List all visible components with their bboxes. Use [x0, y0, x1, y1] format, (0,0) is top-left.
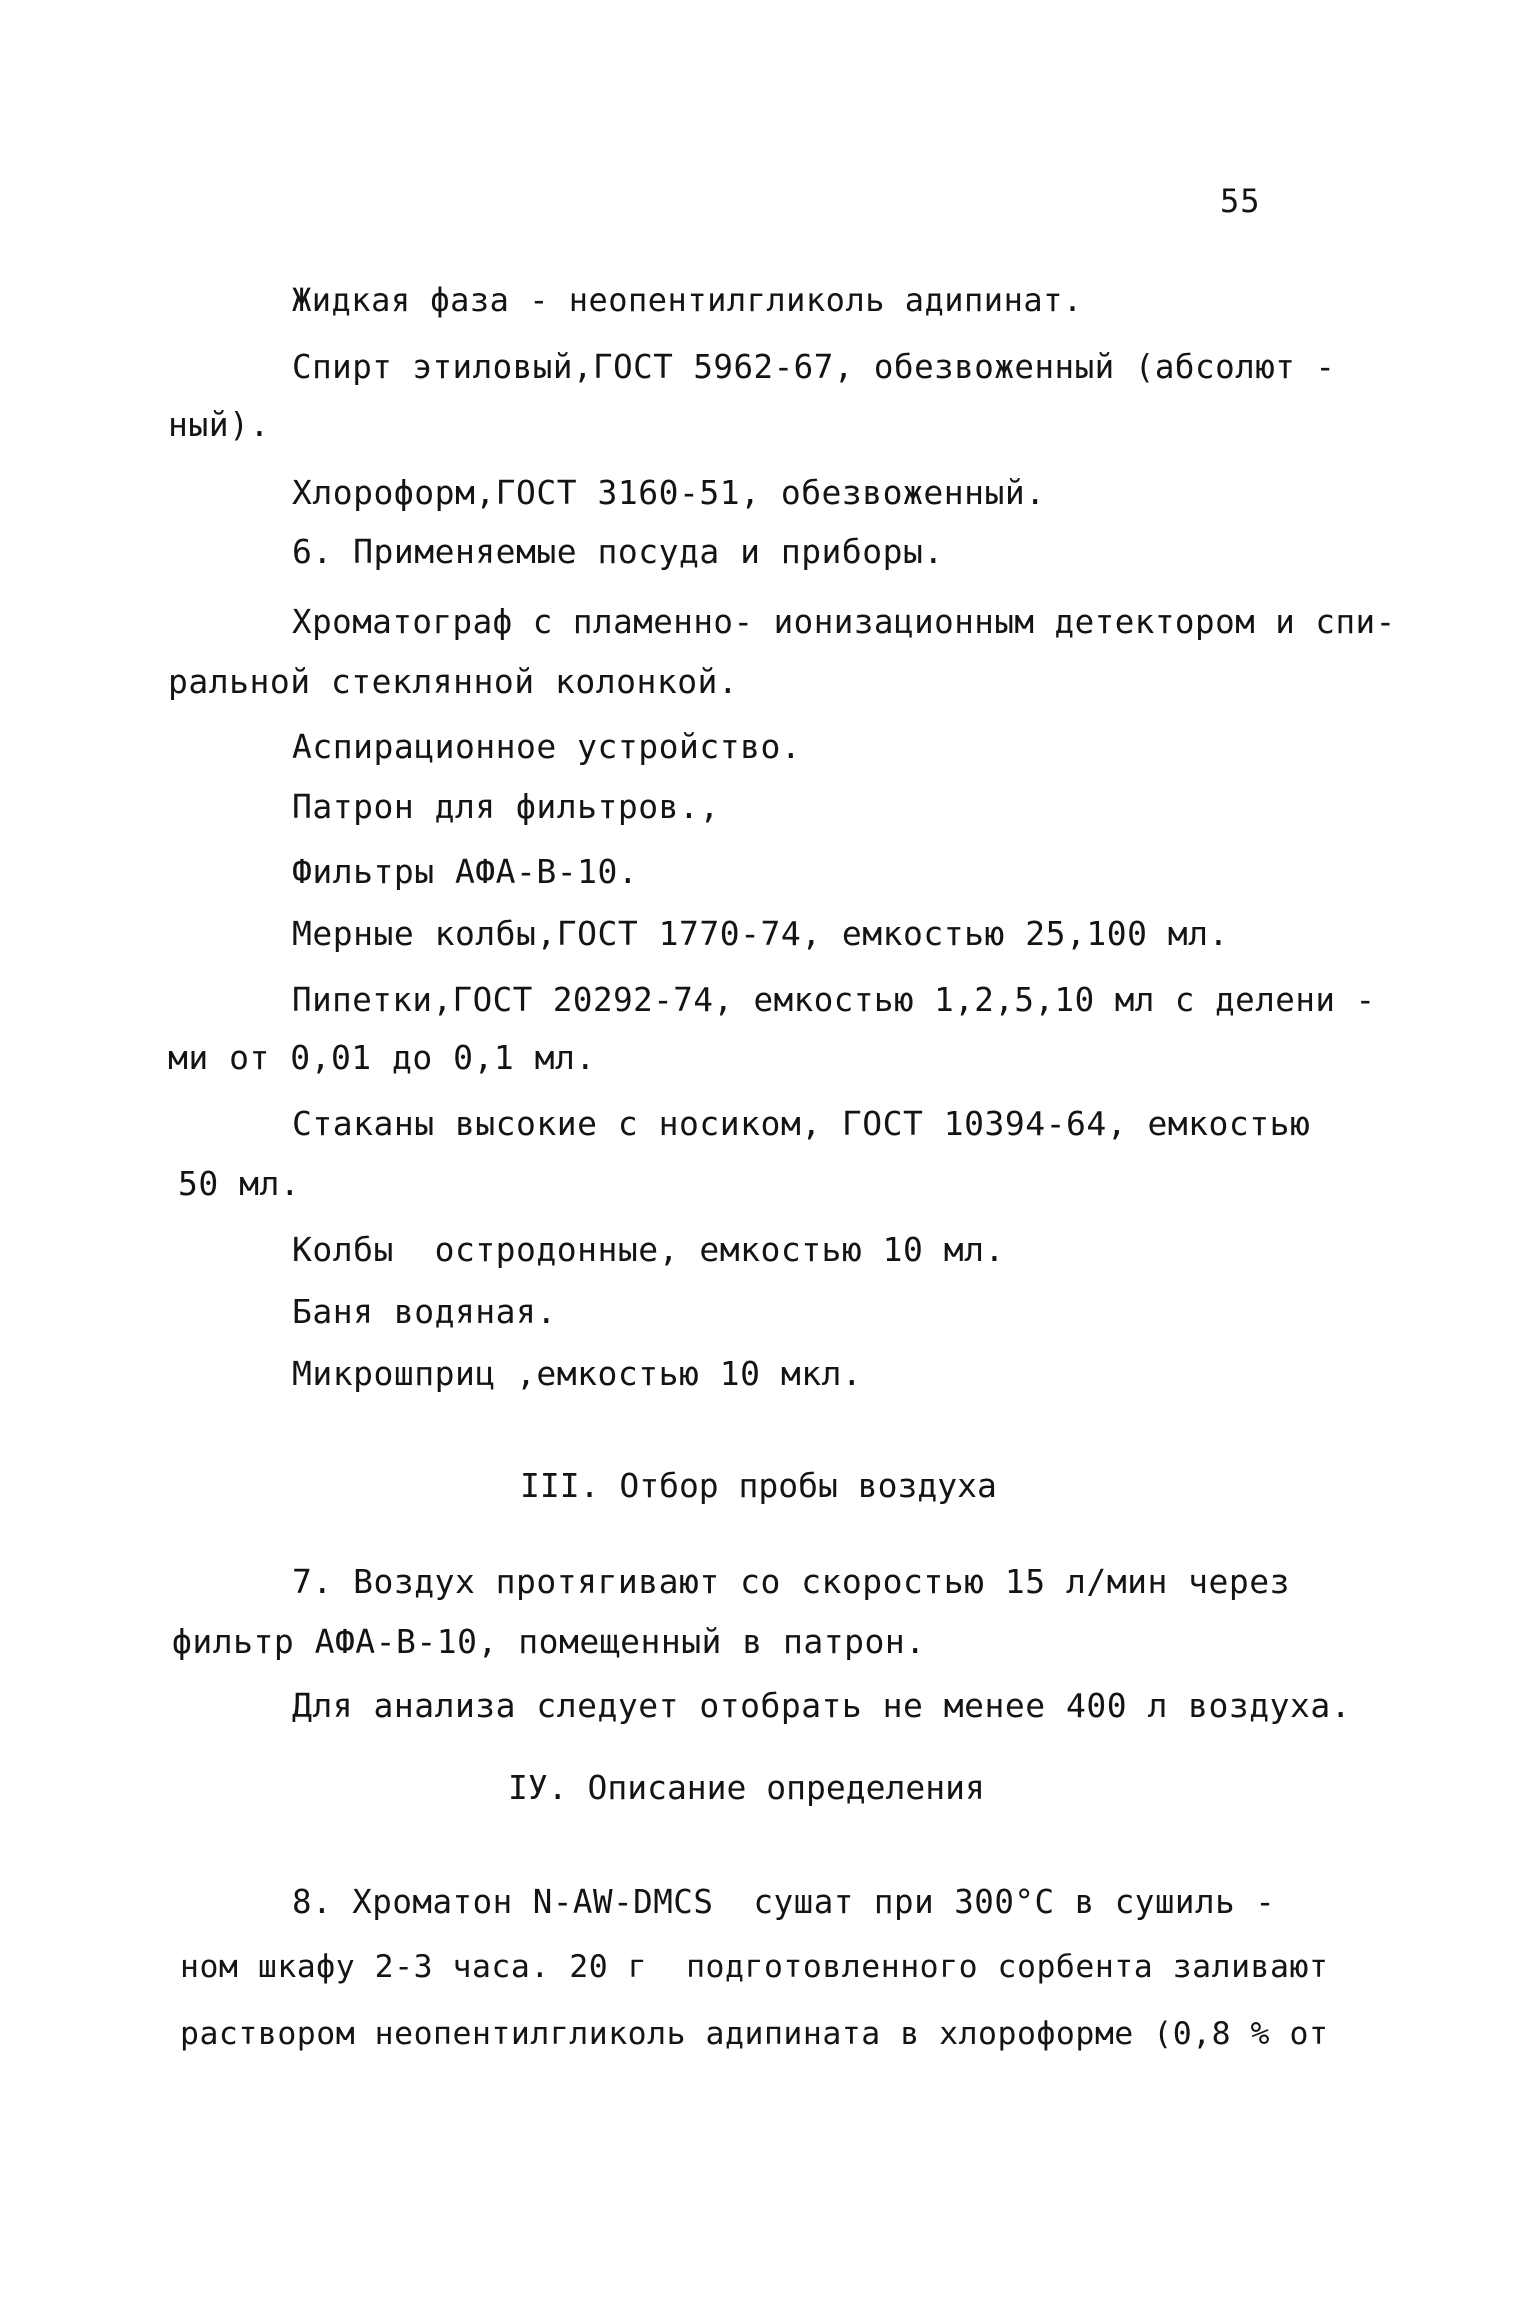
- text-line: Хроматограф с пламенно- ионизационным детектором и спи-: [292, 603, 1396, 641]
- text-line: Жидкая фаза - неопентилгликоль адипинат.: [292, 281, 1083, 319]
- text-line: ми от 0,01 до 0,1 мл.: [168, 1038, 596, 1077]
- section-heading: III. Отбор пробы воздуха: [520, 1466, 997, 1505]
- text-line: 6. Применяемые посуда и приборы.: [292, 532, 944, 571]
- text-line: Колбы остродонные, емкостью 10 мл.: [292, 1230, 1005, 1269]
- text-line: фильтр АФА-В-10, помещенный в патрон.: [172, 1622, 926, 1661]
- text-line: 50 мл.: [178, 1164, 301, 1203]
- text-line: раствором неопентилгликоль адипината в хлороформе (0,8 % от: [180, 2016, 1329, 2052]
- text-line: 7. Воздух протягивают со скоростью 15 л/мин через: [292, 1562, 1291, 1601]
- text-line: ном шкафу 2-3 часа. 20 г подготовленного сорбента заливают: [180, 1949, 1329, 1985]
- text-line: 8. Хроматон N-AW-DMCS сушат при 300°С в сушиль -: [292, 1883, 1276, 1921]
- text-line: Спирт этиловый,ГОСТ 5962-67, обезвоженный (абсолют -: [292, 348, 1336, 386]
- text-line: Аспирационное устройство.: [292, 727, 802, 766]
- text-line: Микрошприц ,емкостью 10 мкл.: [292, 1354, 863, 1393]
- text-line: Для анализа следует отобрать не менее 400 л воздуха.: [292, 1686, 1352, 1725]
- section-heading: IУ. Описание определения: [508, 1768, 985, 1807]
- text-line: Хлороформ,ГОСТ 3160-51, обезвоженный.: [292, 473, 1046, 512]
- text-line: ральной стеклянной колонкой.: [168, 662, 739, 701]
- page-number: 55: [1220, 182, 1261, 220]
- text-line: Мерные колбы,ГОСТ 1770-74, емкостью 25,100 мл.: [292, 914, 1229, 953]
- text-line: Патрон для фильтров.,: [292, 787, 720, 826]
- text-line: Фильтры АФА-В-10.: [292, 852, 639, 891]
- text-line: Стаканы высокие с носиком, ГОСТ 10394-64, емкостью: [292, 1104, 1311, 1143]
- text-line: Пипетки,ГОСТ 20292-74, емкостью 1,2,5,10 мл с делени -: [292, 981, 1376, 1019]
- text-line: ный).: [168, 405, 270, 444]
- text-line: Баня водяная.: [292, 1292, 557, 1331]
